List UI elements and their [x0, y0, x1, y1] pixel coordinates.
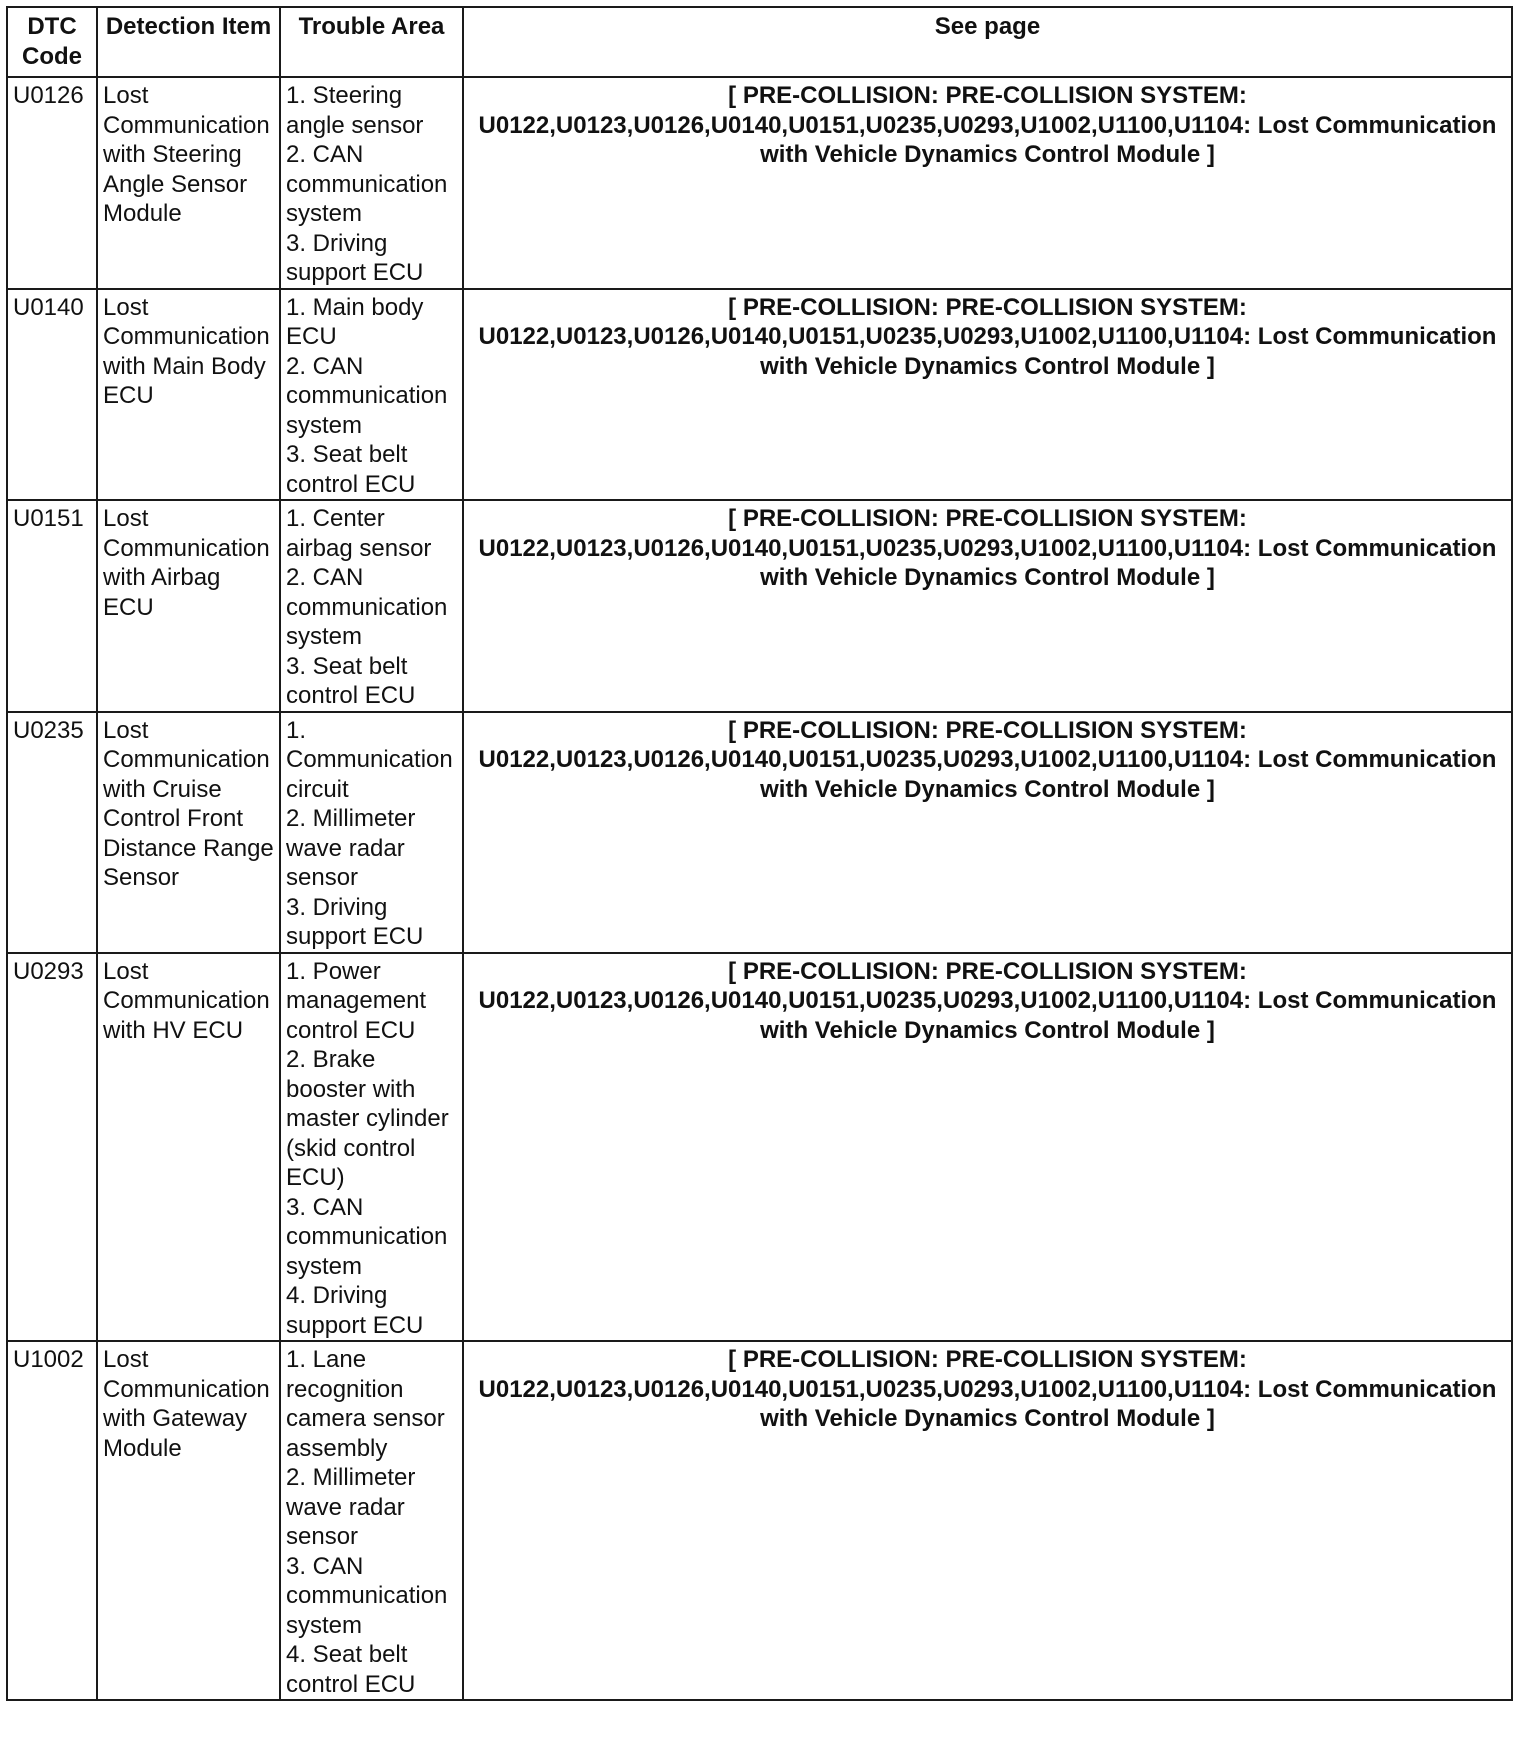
header-see-page: See page: [463, 7, 1512, 77]
header-detection-item: Detection Item: [97, 7, 280, 77]
trouble-area-item: 3. Seat belt control ECU: [286, 441, 416, 498]
see-page-link[interactable]: [ PRE-COLLISION: PRE-COLLISION SYSTEM: U0122,U0123,U0126,U0140,U0151,U0235,U0293,U1002,U1100,U1104: Lost Communication with Vehicle Dynamics Control Module ]: [463, 500, 1512, 712]
dtc-code-cell: U0235: [7, 712, 97, 953]
trouble-area-item: 2. Brake booster with master cylinder (skid control ECU): [286, 1046, 449, 1191]
trouble-area-item: 2. Millimeter wave radar sensor: [286, 1464, 416, 1550]
trouble-area-item: 3. Driving support ECU: [286, 229, 424, 286]
trouble-area-item: 1. Main body ECU: [286, 293, 424, 350]
see-page-link[interactable]: [ PRE-COLLISION: PRE-COLLISION SYSTEM: U0122,U0123,U0126,U0140,U0151,U0235,U0293,U1002,U1100,U1104: Lost Communication with Vehicle Dynamics Control Module ]: [463, 1341, 1512, 1700]
detection-item-cell: Lost Communication with Airbag ECU: [97, 500, 280, 712]
header-dtc-code: DTC Code: [7, 7, 97, 77]
dtc-code-cell: U1002: [7, 1341, 97, 1700]
detection-item-cell: Lost Communication with Main Body ECU: [97, 289, 280, 501]
header-trouble-area: Trouble Area: [280, 7, 463, 77]
see-page-link[interactable]: [ PRE-COLLISION: PRE-COLLISION SYSTEM: U0122,U0123,U0126,U0140,U0151,U0235,U0293,U1002,U1100,U1104: Lost Communication with Vehicle Dynamics Control Module ]: [463, 289, 1512, 501]
detection-item-cell: Lost Communication with Steering Angle Sensor Module: [97, 77, 280, 289]
trouble-area-cell: [280, 77, 463, 289]
trouble-area-cell: [280, 1341, 463, 1700]
trouble-area-item: 1. Communication circuit: [286, 716, 453, 803]
table-header-row: [7, 7, 1512, 77]
detection-item-cell: Lost Communication with Gateway Module: [97, 1341, 280, 1700]
table-row: [7, 1341, 1512, 1700]
see-page-link[interactable]: [ PRE-COLLISION: PRE-COLLISION SYSTEM: U0122,U0123,U0126,U0140,U0151,U0235,U0293,U1002,U1100,U1104: Lost Communication with Vehicle Dynamics Control Module ]: [463, 712, 1512, 953]
table-row: [7, 953, 1512, 1342]
trouble-area-item: 4. Seat belt control ECU: [286, 1641, 416, 1698]
trouble-area-cell: [280, 953, 463, 1342]
detection-item-cell: Lost Communication with Cruise Control Front Distance Range Sensor: [97, 712, 280, 953]
dtc-code-cell: U0151: [7, 500, 97, 712]
trouble-area-item: 1. Center airbag sensor: [286, 505, 432, 562]
trouble-area-cell: [280, 712, 463, 953]
trouble-area-item: 1. Steering angle sensor: [286, 82, 424, 139]
trouble-area-item: 3. CAN communication system: [286, 1193, 448, 1280]
trouble-area-item: 3. Seat belt control ECU: [286, 652, 416, 709]
trouble-area-cell: [280, 500, 463, 712]
detection-item-cell: Lost Communication with HV ECU: [97, 953, 280, 1342]
trouble-area-item: 3. CAN communication system: [286, 1552, 448, 1639]
table-row: [7, 289, 1512, 501]
see-page-link[interactable]: [ PRE-COLLISION: PRE-COLLISION SYSTEM: U0122,U0123,U0126,U0140,U0151,U0235,U0293,U1002,U1100,U1104: Lost Communication with Vehicle Dynamics Control Module ]: [463, 953, 1512, 1342]
trouble-area-item: 3. Driving support ECU: [286, 893, 424, 950]
table-body: [7, 77, 1512, 1700]
trouble-area-item: 1. Lane recognition camera sensor assembly: [286, 1346, 445, 1462]
trouble-area-item: 1. Power management control ECU: [286, 957, 427, 1044]
trouble-area-item: 2. CAN communication system: [286, 564, 448, 650]
table-row: [7, 77, 1512, 289]
trouble-area-item: 2. CAN communication system: [286, 141, 448, 227]
trouble-area-item: 2. Millimeter wave radar sensor: [286, 805, 416, 891]
trouble-area-item: 4. Driving support ECU: [286, 1282, 424, 1339]
dtc-code-cell: U0140: [7, 289, 97, 501]
trouble-area-cell: [280, 289, 463, 501]
see-page-link[interactable]: [ PRE-COLLISION: PRE-COLLISION SYSTEM: U0122,U0123,U0126,U0140,U0151,U0235,U0293,U1002,U1100,U1104: Lost Communication with Vehicle Dynamics Control Module ]: [463, 77, 1512, 289]
table-row: [7, 712, 1512, 953]
dtc-table: [6, 6, 1513, 1701]
dtc-code-cell: U0293: [7, 953, 97, 1342]
table-row: [7, 500, 1512, 712]
dtc-code-cell: U0126: [7, 77, 97, 289]
trouble-area-item: 2. CAN communication system: [286, 352, 448, 439]
